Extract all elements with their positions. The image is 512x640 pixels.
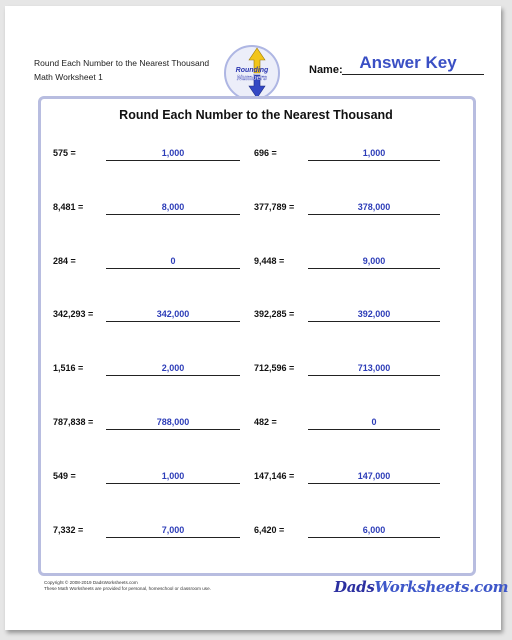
problem-answer: 1,000 xyxy=(161,148,185,158)
problem-answer: 0 xyxy=(170,255,176,266)
brand-part-a: Dads xyxy=(334,578,375,596)
problem-frame xyxy=(38,96,476,576)
problem-question: 284 = xyxy=(53,255,76,266)
answer-line xyxy=(106,537,240,538)
problem-question: 377,789 = xyxy=(254,201,295,212)
problem-answer: 6,000 xyxy=(362,524,386,535)
answer-line xyxy=(106,483,240,484)
logo-text-top: Rounding xyxy=(235,67,269,74)
problem-item xyxy=(254,415,440,435)
problem-answer: 1,000 xyxy=(362,148,386,158)
problem-item xyxy=(53,146,240,166)
problem-question: 342,293 = xyxy=(53,309,94,320)
problem-answer: 713,000 xyxy=(357,363,391,374)
problem-item xyxy=(53,361,240,381)
brand-part-b: Worksheets.com xyxy=(374,578,509,596)
answer-line xyxy=(106,375,240,376)
problem-answer: 788,000 xyxy=(156,417,190,427)
problem-answer: 7,000 xyxy=(161,524,185,535)
problem-item xyxy=(254,307,440,327)
copyright-text: Copyright © 2008-2019 DadsWorksheets.com xyxy=(44,580,138,585)
footer xyxy=(44,580,211,592)
answer-line xyxy=(106,214,240,215)
answer-line xyxy=(106,321,240,322)
problem-item xyxy=(53,523,240,543)
problem-item xyxy=(254,469,440,489)
problem-answer: 2,000 xyxy=(161,363,185,374)
brand-logo xyxy=(334,578,509,598)
problem-item xyxy=(254,254,440,274)
problem-question: 7,332 = xyxy=(53,524,84,535)
problem-item xyxy=(53,254,240,274)
problem-question: 9,448 = xyxy=(254,255,285,266)
rounding-numbers-logo xyxy=(223,44,281,102)
problem-item xyxy=(53,415,240,435)
problem-answer: 378,000 xyxy=(357,201,391,212)
problem-item xyxy=(254,146,440,166)
problem-question: 575 = xyxy=(53,148,76,158)
problem-question: 482 = xyxy=(254,417,277,427)
answer-line xyxy=(106,429,240,430)
problem-question: 712,596 = xyxy=(254,363,295,374)
problem-question: 696 = xyxy=(254,148,277,158)
answer-key-text: Answer Key xyxy=(359,53,457,72)
answer-line xyxy=(308,483,440,484)
header-title xyxy=(34,56,209,84)
answer-line xyxy=(106,160,240,161)
problem-answer: 1,000 xyxy=(161,470,185,481)
problem-question: 787,838 = xyxy=(53,417,94,427)
usage-note: These Math Worksheets are provided for personal, homeschool or classroom use. xyxy=(44,586,211,591)
problem-item xyxy=(53,200,240,220)
answer-line xyxy=(308,214,440,215)
problem-question: 8,481 = xyxy=(53,201,84,212)
name-label: Name: xyxy=(309,64,343,76)
problem-answer: 0 xyxy=(371,417,377,427)
problem-question: 147,146 = xyxy=(254,470,295,481)
problem-question: 549 = xyxy=(53,470,76,481)
problem-item xyxy=(53,469,240,489)
header-title-line2: Math Worksheet 1 xyxy=(34,72,103,82)
answer-line xyxy=(308,537,440,538)
answer-line xyxy=(308,375,440,376)
answer-line xyxy=(106,268,240,269)
name-line xyxy=(342,74,484,75)
answer-line xyxy=(308,429,440,430)
answer-line xyxy=(308,160,440,161)
worksheet-title: Round Each Number to the Nearest Thousand xyxy=(119,108,393,122)
problem-answer: 147,000 xyxy=(357,470,391,481)
answer-line xyxy=(308,268,440,269)
problem-question: 392,285 = xyxy=(254,309,295,320)
header-title-line1: Round Each Number to the Nearest Thousand xyxy=(34,58,210,68)
problem-answer: 9,000 xyxy=(362,255,386,266)
problem-question: 1,516 = xyxy=(53,363,84,374)
problem-item xyxy=(53,307,240,327)
problem-question: 6,420 = xyxy=(254,524,285,535)
problem-item xyxy=(254,523,440,543)
problem-answer: 342,000 xyxy=(156,309,190,320)
problem-answer: 392,000 xyxy=(357,309,391,320)
problem-item xyxy=(254,200,440,220)
problem-item xyxy=(254,361,440,381)
logo-text-bottom: Numbers xyxy=(236,75,268,82)
problem-answer: 8,000 xyxy=(161,201,185,212)
answer-line xyxy=(308,321,440,322)
